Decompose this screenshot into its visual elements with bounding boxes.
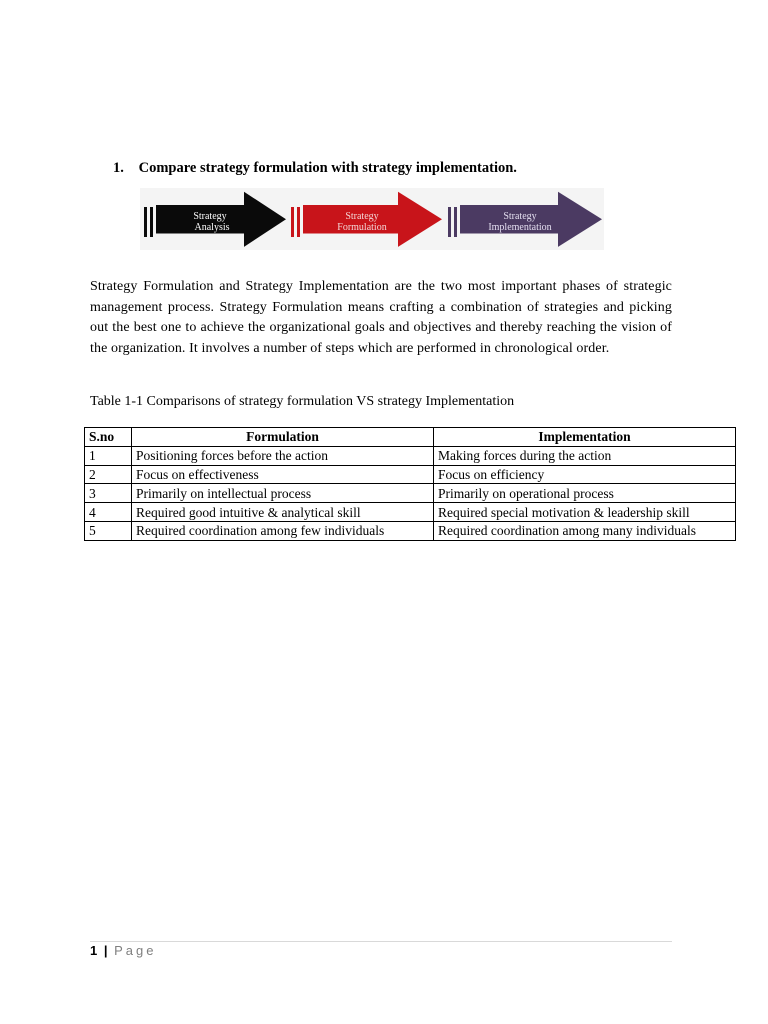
cell-implementation: Making forces during the action [434, 446, 736, 465]
comparison-table [84, 427, 736, 541]
footer-separator: | [103, 943, 108, 958]
header-sno: S.no [85, 428, 132, 447]
cell-formulation: Required coordination among few individuals [132, 521, 434, 540]
table-row [85, 446, 736, 465]
table-row [85, 521, 736, 540]
cell-sno: 2 [85, 465, 132, 484]
arrow-label-line2: Formulation [337, 222, 387, 233]
cell-implementation: Focus on efficiency [434, 465, 736, 484]
table-header-row [85, 428, 736, 447]
arrow-strategy-analysis [144, 192, 286, 247]
cell-sno: 5 [85, 521, 132, 540]
header-formulation: Formulation [132, 428, 434, 447]
cell-sno: 4 [85, 503, 132, 522]
cell-sno: 3 [85, 484, 132, 503]
page-number: 1 [90, 943, 98, 958]
page-footer [90, 943, 157, 958]
arrow-strategy-formulation [291, 192, 442, 247]
body-paragraph: Strategy Formulation and Strategy Implementation are the two most important phases of strategic management process. Strategy Formulation means crafting a combination of strategies and picking out the best one to achieve the organizational goals and objectives and thereby reaching the vision of the organization. It involves a number of steps which are performed in chronological order. [90, 279, 672, 356]
cell-formulation: Required good intuitive & analytical skill [132, 503, 434, 522]
question-heading [113, 160, 517, 177]
arrow-label-line1: Strategy [503, 211, 537, 222]
header-implementation: Implementation [434, 428, 736, 447]
cell-formulation: Positioning forces before the action [132, 446, 434, 465]
cell-implementation: Required coordination among many individuals [434, 521, 736, 540]
cell-sno: 1 [85, 446, 132, 465]
arrow-label-line2: Implementation [488, 222, 552, 233]
arrow-label-line1: Strategy [193, 211, 227, 222]
footer-divider [90, 941, 672, 942]
table-caption: Table 1-1 Comparisons of strategy formulation VS strategy Implementation [90, 394, 515, 409]
table-row [85, 503, 736, 522]
page-label: Page [114, 943, 157, 958]
cell-implementation: Primarily on operational process [434, 484, 736, 503]
arrow-label-line2: Analysis [194, 222, 230, 233]
arrow-strategy-implementation [448, 192, 602, 247]
table-row [85, 465, 736, 484]
cell-formulation: Primarily on intellectual process [132, 484, 434, 503]
question-text: Compare strategy formulation with strategy implementation. [138, 160, 517, 176]
arrow-label-line1: Strategy [345, 211, 379, 222]
cell-formulation: Focus on effectiveness [132, 465, 434, 484]
question-number: 1. [113, 160, 124, 176]
cell-implementation: Required special motivation & leadership skill [434, 503, 736, 522]
strategy-process-diagram [140, 188, 604, 250]
table-row [85, 484, 736, 503]
